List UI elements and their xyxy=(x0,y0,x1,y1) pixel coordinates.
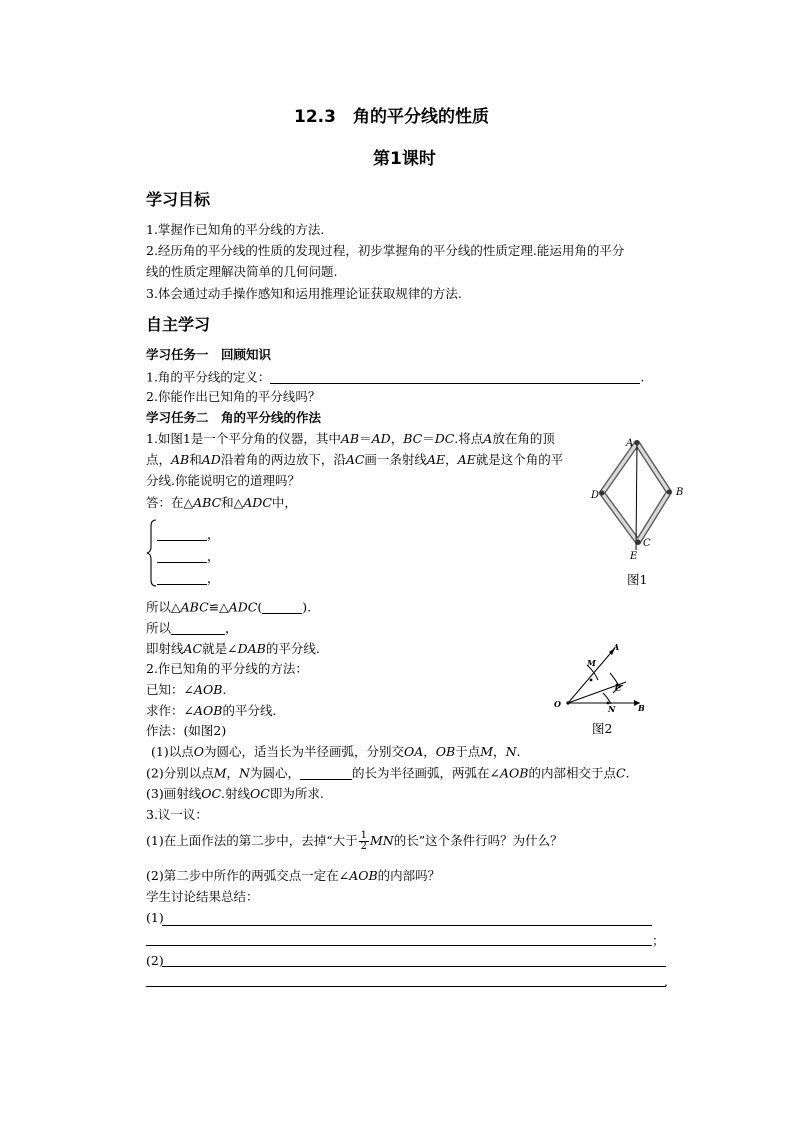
var: MN xyxy=(369,833,394,848)
var: AC xyxy=(183,641,203,656)
var: ADC xyxy=(243,495,272,510)
comma: ， xyxy=(207,570,220,586)
text: 就是∠ xyxy=(202,641,238,656)
text: 和△ xyxy=(221,495,244,510)
text: 求作：∠ xyxy=(146,703,194,718)
discuss-q2 xyxy=(146,870,440,883)
figure2-caption: 图2 xyxy=(592,721,613,736)
radius-blank[interactable] xyxy=(300,767,352,780)
text: ( xyxy=(257,599,263,615)
text: ， xyxy=(493,744,506,759)
var: DAB xyxy=(237,641,266,656)
condition-blank[interactable] xyxy=(157,572,207,585)
text: 即射线 xyxy=(146,641,184,656)
text: 的长”这个条件行吗？为什么？ xyxy=(393,833,563,848)
find-line xyxy=(146,705,276,718)
fig1-label-b: B xyxy=(676,487,684,498)
objective-item: 线的性质定理解决简单的几何问题. xyxy=(146,264,338,279)
text: 的平分线. xyxy=(265,641,320,656)
comma: ， xyxy=(207,548,220,564)
var: AB xyxy=(171,452,190,467)
text: 和 xyxy=(189,452,202,467)
text: ， xyxy=(226,765,240,781)
var: M xyxy=(480,744,494,759)
summary-1-blank-2[interactable] xyxy=(146,945,652,946)
condition-row xyxy=(157,528,220,541)
var: DC xyxy=(434,431,455,446)
text: (2)第二步中所作的两弧交点一定在∠ xyxy=(146,868,350,883)
text: 放在角的顶 xyxy=(492,431,555,446)
summary-2-end: . xyxy=(664,974,668,989)
text: . xyxy=(516,744,521,759)
task2-p2 xyxy=(146,454,563,467)
known-line xyxy=(146,684,226,697)
objectives-heading: 学习目标 xyxy=(146,190,211,209)
text: ＝ xyxy=(422,431,435,446)
method-title: 2.作已知角的平分线的方法： xyxy=(146,661,308,676)
summary-2-label: (2) xyxy=(146,953,164,968)
text: 的内部相交于点 xyxy=(528,765,616,781)
numerator: 1 xyxy=(360,830,367,841)
var: AE xyxy=(457,452,476,467)
var: ADC xyxy=(228,599,258,615)
condition-row xyxy=(157,550,220,563)
summary-1-label: (1) xyxy=(146,910,164,925)
task1-q1-end: . xyxy=(640,369,645,385)
var: AB xyxy=(340,431,360,446)
text: ， xyxy=(225,620,238,636)
text: 的长为半径画弧，两弧在∠ xyxy=(352,765,500,781)
text: . xyxy=(625,765,630,781)
text: 为圆心， xyxy=(249,765,300,781)
discuss-q1 xyxy=(146,831,563,852)
objective-item: 3.体会通过动手操作感知和运用推理论证获取规律的方法. xyxy=(146,286,462,301)
text: ). xyxy=(302,599,312,615)
comma: ， xyxy=(207,526,220,542)
fig2-label-c: C xyxy=(615,683,622,693)
text: 所以 xyxy=(146,620,172,636)
var: A xyxy=(483,431,493,446)
answer-line xyxy=(146,497,297,510)
ray-line xyxy=(146,643,320,656)
text: 答：在△ xyxy=(146,495,194,510)
self-study-heading: 自主学习 xyxy=(146,315,211,334)
reason-blank[interactable] xyxy=(262,601,302,614)
condition-blank[interactable] xyxy=(157,550,207,563)
text: 已知：∠ xyxy=(146,682,194,697)
text: 点， xyxy=(146,452,172,467)
text: 的内部吗？ xyxy=(377,868,441,883)
fraction xyxy=(359,831,369,852)
fig1-label-a: A xyxy=(626,438,634,449)
summary-1-blank[interactable] xyxy=(162,925,652,926)
var: AOB xyxy=(193,703,223,718)
task2-p3: 分线.你能说明它的道理吗？ xyxy=(146,473,300,488)
task2-p1 xyxy=(146,433,555,446)
text: 即为所求. xyxy=(269,786,324,801)
text: 1.如图1是一个平分角的仪器，其中 xyxy=(146,431,341,446)
figure2-diagram xyxy=(550,638,685,718)
text: ≌△ xyxy=(208,599,229,615)
fig2-label-n: N xyxy=(608,704,616,714)
var: OC xyxy=(201,786,222,801)
var: O xyxy=(193,744,204,759)
text: ， xyxy=(390,431,404,446)
text: ， xyxy=(423,744,436,759)
text: .将点 xyxy=(454,431,484,446)
var: N xyxy=(505,744,517,759)
method-line: 作法：(如图2) xyxy=(146,723,227,738)
text: (1)在上面作法的第二步中，去掉“大于 xyxy=(146,833,358,848)
summary-2-blank[interactable] xyxy=(162,966,666,967)
conclusion-line xyxy=(146,622,238,635)
figure1-caption: 图1 xyxy=(627,572,648,587)
fig1-label-d: D xyxy=(591,490,600,501)
page-title: 12.3 角的平分线的性质 xyxy=(294,107,489,127)
summary-title: 学生讨论结果总结： xyxy=(146,889,259,904)
summary-1-end: ； xyxy=(652,933,665,948)
fig2-label-a: A xyxy=(613,642,620,652)
page-subtitle: 第1课时 xyxy=(373,149,436,169)
var: AE xyxy=(426,452,446,467)
task1-q1 xyxy=(146,371,644,384)
fig1-label-c: C xyxy=(643,538,651,549)
fig2-label-m: M xyxy=(587,658,596,668)
text: (3)画射线 xyxy=(146,786,202,801)
var: ABC xyxy=(193,495,222,510)
text: 所以△ xyxy=(146,599,181,615)
var: C xyxy=(615,765,626,781)
text: .射线 xyxy=(221,786,251,801)
objective-item: 2.经历角的平分线的性质的发现过程，初步掌握角的平分线的性质定理.能运用角的平分 xyxy=(146,243,625,258)
text: 沿着角的两边放下，沿 xyxy=(220,452,346,467)
condition-row xyxy=(157,572,220,585)
var: BC xyxy=(403,431,423,446)
fig1-label-e: E xyxy=(630,551,638,562)
task1-q1-text: 1.角的平分线的定义： xyxy=(146,369,271,385)
var: OB xyxy=(435,744,456,759)
text: 于点 xyxy=(455,744,481,759)
definition-blank[interactable] xyxy=(270,371,640,384)
text: 的平分线. xyxy=(222,703,277,718)
var: OC xyxy=(250,786,270,801)
step1-line xyxy=(151,746,520,759)
summary-2-blank-2[interactable] xyxy=(146,986,666,987)
var: AD xyxy=(371,431,391,446)
step3-line xyxy=(146,788,324,801)
task2-title: 学习任务二 角的平分线的作法 xyxy=(146,410,322,425)
text: 就是这个角的平 xyxy=(475,452,564,467)
task1-title: 学习任务一 回顾知识 xyxy=(146,347,272,362)
var: AOB xyxy=(499,765,529,781)
task1-q2: 2.你能作出已知角的平分线吗？ xyxy=(146,389,321,404)
text: (1)以点 xyxy=(151,744,194,759)
text: 画一条射线 xyxy=(364,452,427,467)
conclusion-blank[interactable] xyxy=(171,622,225,635)
text: ＝ xyxy=(359,431,372,446)
congruence-line xyxy=(146,601,311,614)
var: AD xyxy=(201,452,221,467)
text: 中， xyxy=(271,495,297,510)
text: . xyxy=(222,682,227,697)
text: (2)分别以点 xyxy=(146,765,214,781)
denominator: 2 xyxy=(360,841,367,852)
discuss-title: 3.议一议： xyxy=(146,807,208,822)
var: AC xyxy=(345,452,365,467)
var: OA xyxy=(403,744,424,759)
step2-line xyxy=(146,767,630,780)
fig2-label-b: B xyxy=(638,703,645,713)
var: ABC xyxy=(180,599,209,615)
text: 为圆心，适当长为半径画弧，分别交 xyxy=(203,744,404,759)
fig2-label-o: O xyxy=(554,699,561,709)
text: ， xyxy=(445,452,458,467)
var: N xyxy=(239,765,250,781)
figure1-diagram xyxy=(586,432,696,567)
var: AOB xyxy=(349,868,378,883)
var: AOB xyxy=(193,682,223,697)
condition-blank[interactable] xyxy=(157,528,207,541)
var: M xyxy=(213,765,227,781)
objective-item: 1.掌握作已知角的平分线的方法. xyxy=(146,222,325,237)
